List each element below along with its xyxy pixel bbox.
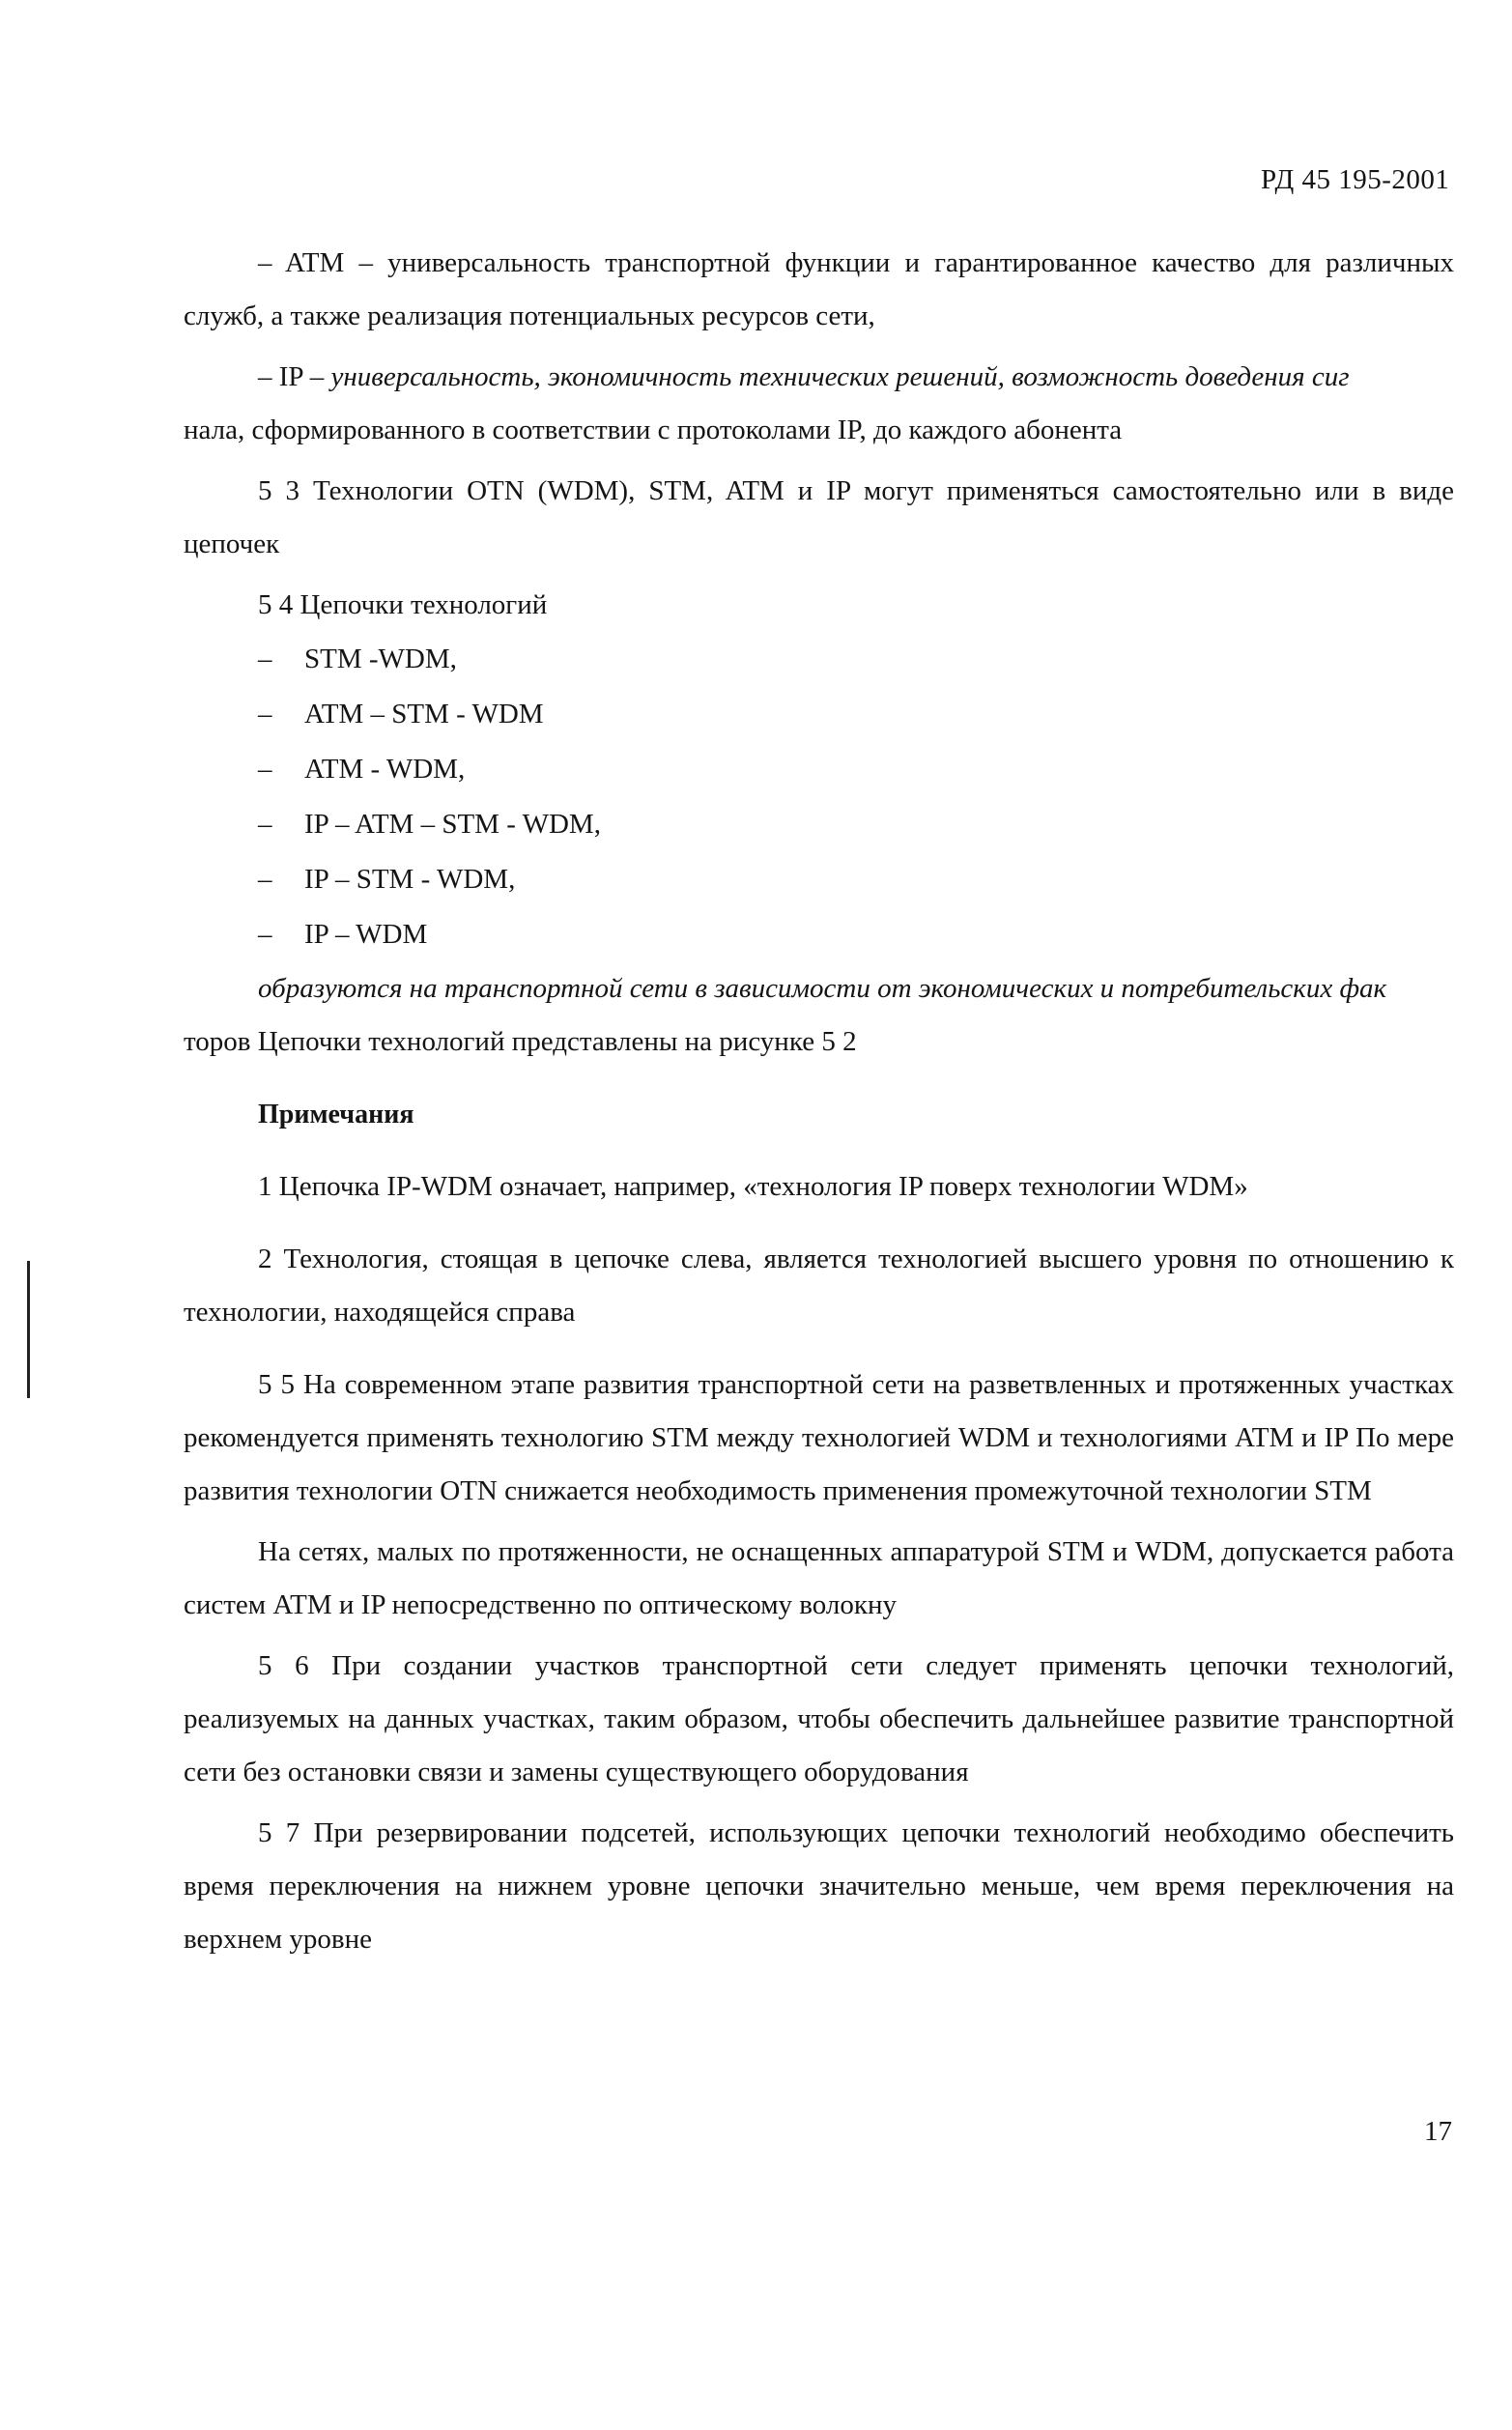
document-code-header: РД 45 195-2001 — [1261, 164, 1450, 195]
list-dash: – — [258, 919, 272, 950]
list-dash: – — [258, 864, 272, 895]
ip-rest-text: нала, сформированного в соответствии с протоколами IP, до каждого абонента — [184, 415, 1123, 445]
paragraph-5-4: 5 4 Цепочки технологий — [258, 589, 548, 620]
paragraph-5-7: 5 7 При резервировании подсетей, использующих цепочки технологий необходимо обеспечить время переключения на нижнем уровне цепочки значительно меньше, чем время переключения на верхнем уровне — [184, 1817, 1454, 1955]
list-dash: – — [258, 754, 272, 785]
list-dash: – — [258, 809, 272, 840]
chain-text: ATM - WDM, — [304, 754, 466, 785]
chain-text: STM -WDM, — [304, 643, 457, 674]
chains-tail-rest: торов Цепочки технологий представлены на рисунке 5 2 — [184, 1026, 857, 1057]
list-item — [184, 687, 1454, 742]
ip-dash-label: – IP – — [258, 361, 331, 392]
paragraph-5-6: 5 6 При создании участков транспортной сети следует применять цепочки технологий, реализуемых на данных участках, таким образом, чтобы обеспечить дальнейшее развитие транспортной сети без остановки связи и замены существующего оборудования — [184, 1650, 1454, 1787]
list-item — [184, 632, 1454, 687]
note-1: 1 Цепочка IP-WDM означает, например, «технология IP поверх технологии WDM» — [258, 1171, 1248, 1202]
paragraph-5-3: 5 3 Технологии OTN (WDM), STM, ATM и IP могут применяться самостоятельно или в виде цепочек — [184, 475, 1454, 559]
list-item — [184, 852, 1454, 907]
paragraph-atm: – ATM – универсальность транспортной функции и гарантированное качество для различных служб, а также реализация потенциальных ресурсов сети, — [184, 247, 1454, 331]
notes-title: Примечания — [258, 1100, 414, 1129]
chain-list — [184, 632, 1454, 962]
chain-text: IP – ATM – STM - WDM, — [304, 809, 601, 840]
page-number: 17 — [1424, 2116, 1452, 2147]
list-dash: – — [258, 643, 272, 674]
paragraph-5-5: 5 5 На современном этапе развития транспортной сети на разветвленных и протяженных участках рекомендуется применять технологию STM между технологией WDM и технологиями ATM и IP По мере развития технологии OTN снижается необходимость применения промежуточной технологии STM — [184, 1369, 1454, 1506]
paragraph-ip — [184, 351, 1454, 457]
paragraph-5-5-continued: На сетях, малых по протяженности, не оснащенных аппаратурой STM и WDM, допускается работа систем ATM и IP непосредственно по оптическому волокну — [184, 1536, 1454, 1620]
margin-change-bar — [27, 1261, 30, 1398]
chains-tail-italic: образуются на транспортной сети в зависимости от экономических и потребительских фак — [258, 973, 1387, 1004]
chain-text: IP – STM - WDM, — [304, 864, 516, 895]
paragraph-chains-tail — [184, 962, 1454, 1069]
list-item — [184, 907, 1454, 962]
list-item — [184, 742, 1454, 797]
chain-text: ATM – STM - WDM — [304, 699, 544, 729]
note-2: 2 Технология, стоящая в цепочке слева, является технологией высшего уровня по отношению к технологии, находящейся справа — [184, 1244, 1454, 1328]
list-dash: – — [258, 699, 272, 729]
list-item — [184, 797, 1454, 852]
ip-italic-text: универсальность, экономичность технических решений, возможность доведения сиг — [330, 361, 1350, 392]
chain-text: IP – WDM — [304, 919, 428, 950]
document-body — [184, 237, 1454, 1966]
